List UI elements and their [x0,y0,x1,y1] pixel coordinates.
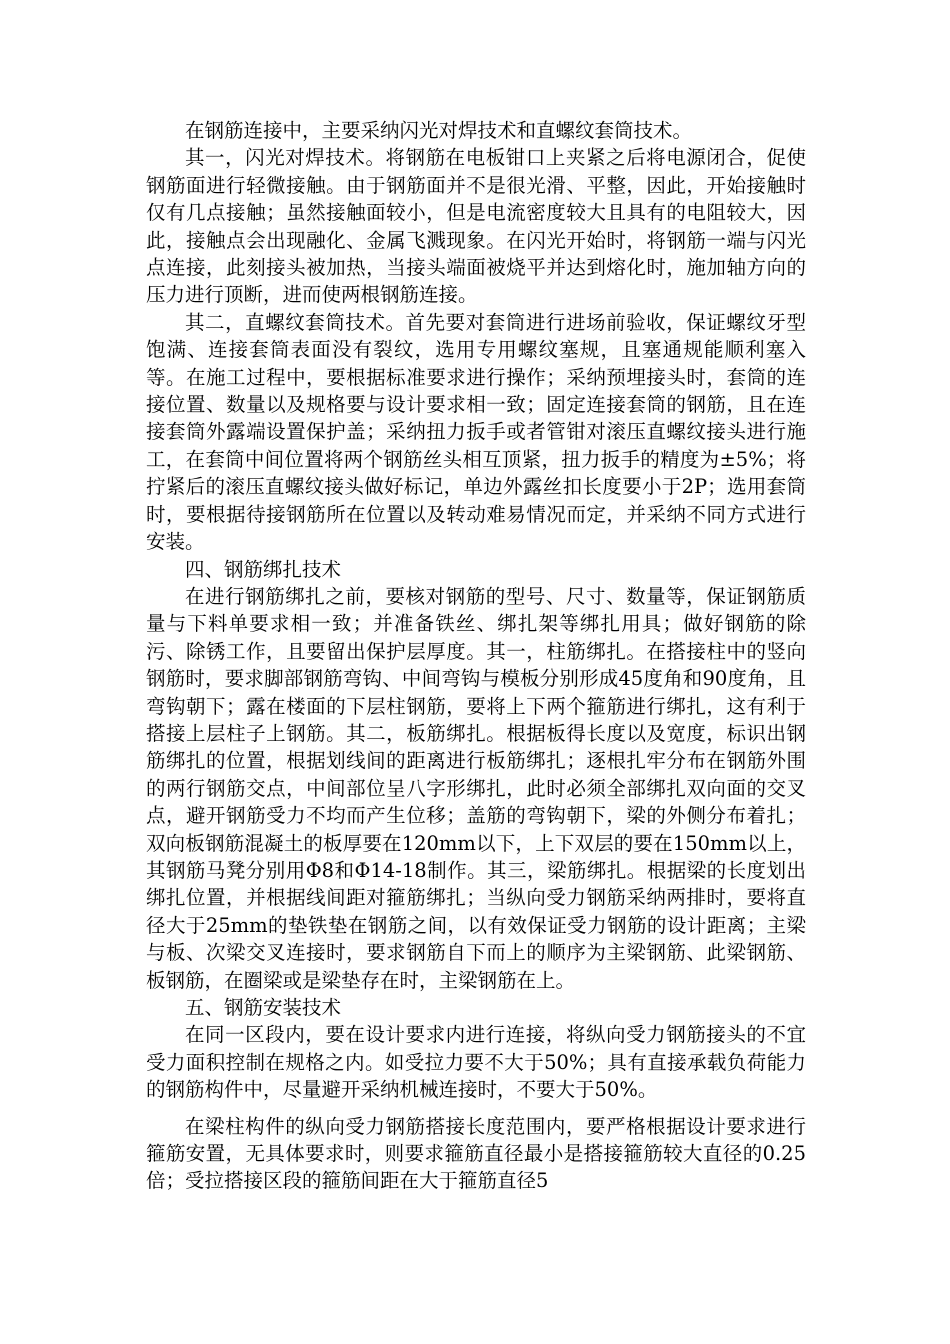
paragraph-binding: 在进行钢筋绑扎之前，要核对钢筋的型号、尺寸、数量等，保证钢筋质量与下料单要求相一致；并准备铁丝、绑扎架等绑扎用具；做好钢筋的除污、除锈工作，且要留出保护层厚度。其一，柱筋绑扎。在搭接柱中的竖向钢筋时，要求脚部钢筋弯钩、中间弯钩与模板分别形成45度角和90度角，且弯钩朝下；露在楼面的下层柱钢筋，要将上下两个箍筋进行绑扎，这有利于搭接上层柱子上钢筋。其二，板筋绑扎。根据板得长度以及宽度，标识出钢筋绑扎的位置，根据划线间的距离进行板筋绑扎；逐根扎牢分布在钢筋外围的两行钢筋交点，中间部位呈八字形绑扎，此时必须全部绑扎双向面的交叉点，避开钢筋受力不均而产生位移；盖筋的弯钩朝下，梁的外侧分布着扎；双向板钢筋混凝土的板厚要在120mm以下，上下双层的要在150mm以上，其钢筋马凳分别用Φ8和Φ14-18制作。其三，梁筋绑扎。根据梁的长度划出绑扎位置，并根据线间距对箍筋绑扎；当纵向受力钢筋采纳两排时，要将直径大于25mm的垫铁垫在钢筋之间，以有效保证受力钢筋的设计距离；主梁与板、次梁交叉连接时，要求钢筋自下而上的顺序为主梁钢筋、此梁钢筋、板钢筋，在圈梁或是梁垫存在时，主梁钢筋在上。 [146,584,806,992]
paragraph-threaded-sleeve: 其二，直螺纹套筒技术。首先要对套筒进行进场前验收，保证螺纹牙型饱满、连接套筒表面没有裂纹，选用专用螺纹塞规，且塞通规能顺利塞入等。在施工过程中，要根据标准要求进行操作；采纳预埋接头时，套筒的连接位置、数量以及规格要与设计要求相一致；固定连接套筒的钢筋，且在连接套筒外露端设置保护盖；采纳扭力扳手或者管钳对滚压直螺纹接头进行施工，在套筒中间位置将两个钢筋丝头相互顶紧，扭力扳手的精度为±5%；将拧紧后的滚压直螺纹接头做好标记，单边外露丝扣长度要小于2P；选用套筒时，要根据待接钢筋所在位置以及转动难易情况而定，并采纳不同方式进行安装。 [146,310,806,554]
paragraph-installation-joints: 在同一区段内，要在设计要求内进行连接，将纵向受力钢筋接头的不宜受力面积控制在规格之内。如受拉力要不大于50%；具有直接承载负荷能力的钢筋构件中，尽量避开采纳机械连接时，不要大于50%。 [146,1023,806,1102]
section-heading-installation: 五、钢筋安装技术 [185,996,342,1019]
paragraph-installation-stirrups: 在梁柱构件的纵向受力钢筋搭接长度范围内，要严格根据设计要求进行箍筋安置，无具体要求时，则要求箍筋直径最小是搭接箍筋较大直径的0.25倍；受拉搭接区段的箍筋间距在大于箍筋直径5 [146,1114,806,1193]
document-page [146,117,806,1195]
paragraph-flash-butt-welding: 其一，闪光对焊技术。将钢筋在电板钳口上夹紧之后将电源闭合，促使钢筋面进行轻微接触。由于钢筋面并不是很光滑、平整，因此，开始接触时仅有几点接触；虽然接触面较小，但是电流密度较大且具有的电阻较大，因此，接触点会出现融化、金属飞溅现象。在闪光开始时，将钢筋一端与闪光点连接，此刻接头被加热，当接头端面被烧平并达到熔化时，施加轴方向的压力进行顶断，进而使两根钢筋连接。 [146,146,806,307]
section-heading-binding: 四、钢筋绑扎技术 [185,557,342,581]
paragraph-intro: 在钢筋连接中，主要采纳闪光对焊技术和直螺纹套筒技术。 [185,119,693,142]
